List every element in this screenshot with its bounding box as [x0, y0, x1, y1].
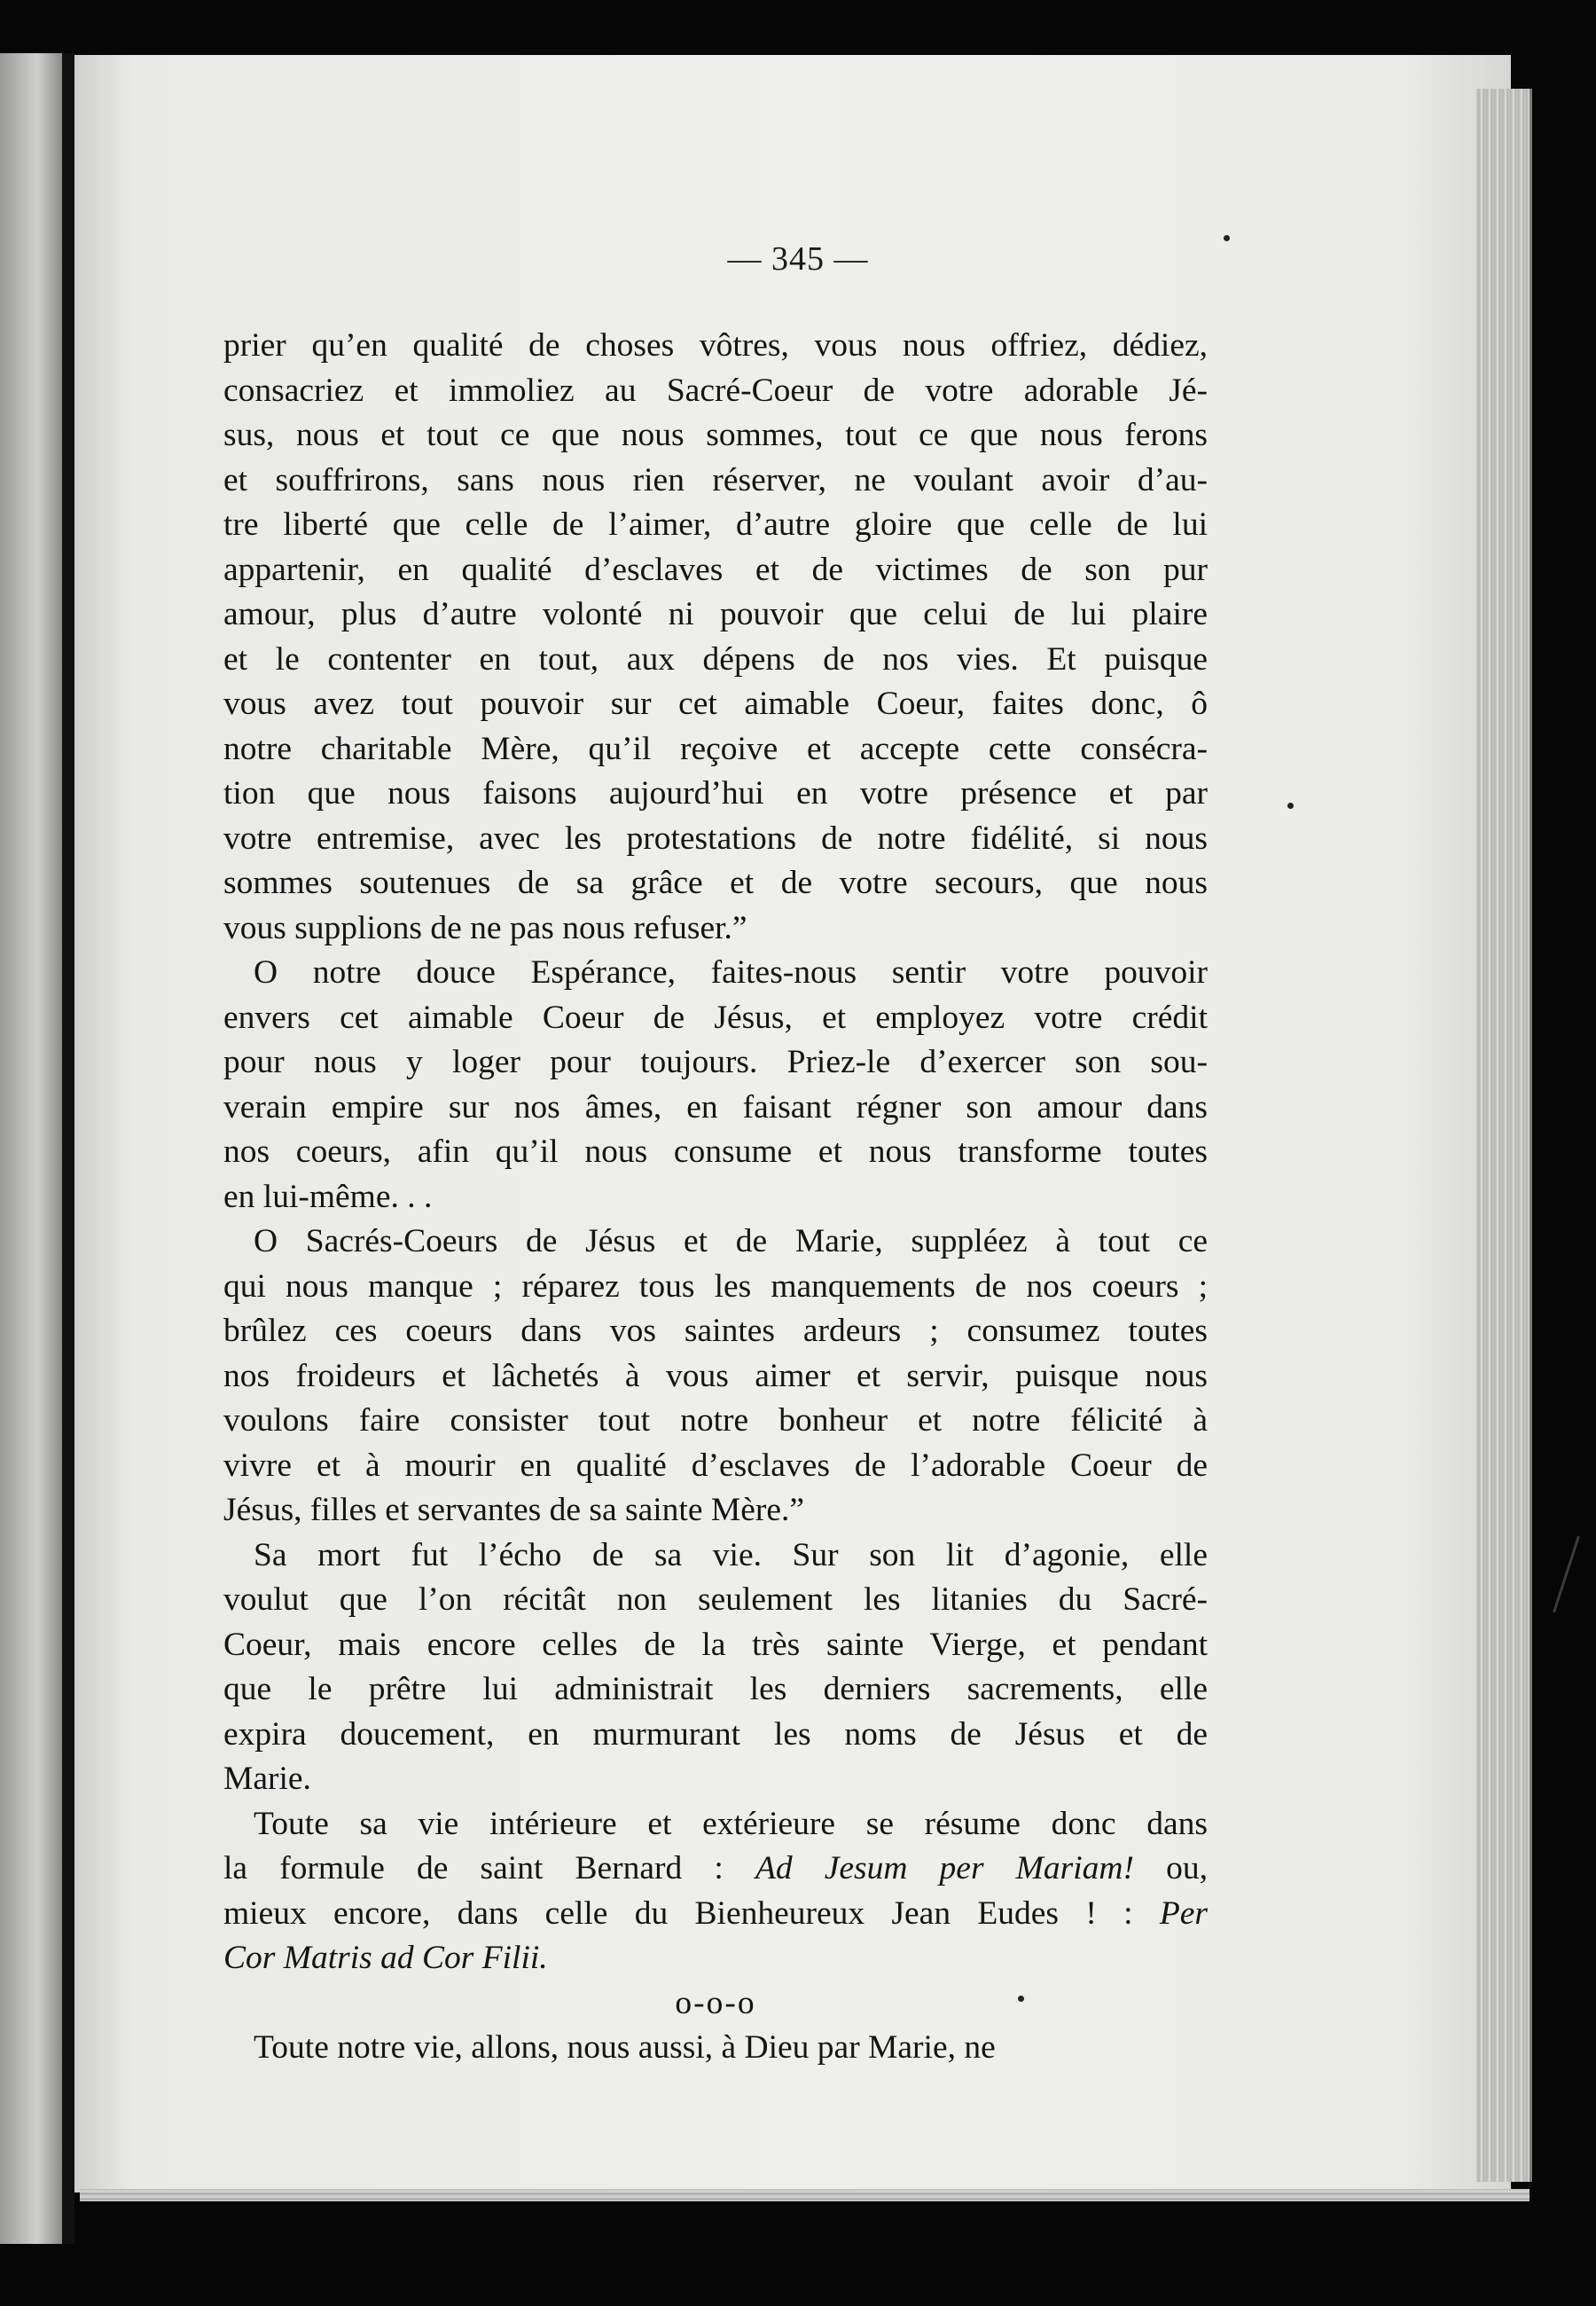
text-line: [223, 1847, 1208, 1892]
text-line: [223, 1892, 1208, 1937]
text-line: prier qu’en qualité de choses vôtres, vous nous offriez, dédiez,: [223, 327, 1208, 364]
paper-speck: [1018, 1996, 1024, 2002]
text-line: amour, plus d’autre volonté ni pouvoir que celui de lui plaire: [223, 596, 1208, 632]
text-line: sommes soutenues de sa grâce et de votre secours, que nous: [223, 865, 1208, 901]
paragraph-formule: [223, 1802, 1208, 1981]
text-line: Sa mort fut l’écho de sa vie. Sur son lit d’agonie, elle: [254, 1536, 1208, 1573]
latin-quote: Per: [1159, 1894, 1209, 1932]
scan-hairline: [1553, 1536, 1580, 1613]
latin-quote: Cor Matris ad Cor Filii.: [223, 1940, 548, 1976]
book-gutter: [62, 53, 74, 2244]
text-line: vivre et à mourir en qualité d’esclaves de l’adorable Coeur de: [223, 1447, 1208, 1484]
section-separator: o-o-o: [675, 1984, 756, 2021]
text-line: envers cet aimable Coeur de Jésus, et employez votre crédit: [223, 999, 1208, 1036]
text-line: O Sacrés-Coeurs de Jésus et de Marie, suppléez à tout ce: [254, 1223, 1208, 1259]
text-line: qui nous manque ; réparez tous les manquements de nos coeurs ;: [223, 1267, 1208, 1305]
paper-speck: [1287, 803, 1294, 809]
text-line: Coeur, mais encore celles de la très sainte Vierge, et pendant: [223, 1626, 1208, 1663]
text-line: Jésus, filles et servantes de sa sainte Mère.”: [223, 1492, 804, 1528]
text-line: appartenir, en qualité d’esclaves et de victimes de son pur: [223, 551, 1208, 588]
text-line: voulons faire consister tout notre bonheur et notre félicité à: [223, 1402, 1208, 1439]
text-line: verain empire sur nos âmes, en faisant régner son amour dans: [223, 1088, 1208, 1126]
paragraph-consecration-prayer: [223, 324, 1208, 951]
paper-speck: [1224, 235, 1230, 241]
text-line: notre charitable Mère, qu’il reçoive et accepte cette consécra-: [223, 730, 1208, 767]
page-stack-bottom: [80, 2189, 1530, 2201]
text-segment: ou,: [1166, 1850, 1208, 1886]
paragraph-sacres-coeurs: [223, 1220, 1208, 1533]
text-segment: la formule de saint Bernard :: [223, 1850, 724, 1886]
latin-quote: Ad Jesum per Mariam!: [755, 1850, 1134, 1886]
text-line: vous supplions de ne pas nous refuser.”: [223, 909, 747, 946]
text-line: votre entremise, avec les protestations de notre fidélité, si nous: [223, 820, 1208, 857]
text-segment: mieux encore, dans celle du Bienheureux Jean Eudes ! :: [223, 1894, 1133, 1932]
text-line: en lui-même. . .: [223, 1178, 433, 1215]
page-number: — 345 —: [727, 240, 869, 278]
text-line: tre liberté que celle de l’aimer, d’autre gloire que celle de lui: [223, 506, 1208, 543]
paragraph-sa-mort: [223, 1533, 1208, 1802]
text-line: tion que nous faisons aujourd’hui en votre présence et par: [223, 775, 1208, 812]
text-line: vous avez tout pouvoir sur cet aimable Coeur, faites donc, ô: [223, 686, 1208, 722]
text-line: et souffrirons, sans nous rien réserver, ne voulant avoir d’au-: [223, 461, 1208, 498]
text-line: Marie.: [223, 1761, 311, 1797]
text-line: sus, nous et tout ce que nous sommes, tout ce que nous ferons: [223, 417, 1208, 453]
text-line: pour nous y loger pour toujours. Priez-le d’exercer son sou-: [223, 1044, 1208, 1080]
text-line: voulut que l’on récitât non seulement les litanies du Sacré-: [223, 1581, 1208, 1618]
text-line: expira doucement, en murmurant les noms de Jésus et de: [223, 1715, 1208, 1753]
text-line: Toute sa vie intérieure et extérieure se résume donc dans: [254, 1805, 1208, 1842]
text-line: consacriez et immoliez au Sacré-Coeur de votre adorable Jé-: [223, 372, 1208, 409]
text-line: nos coeurs, afin qu’il nous consume et nous transforme toutes: [223, 1133, 1208, 1170]
body-text: [223, 324, 1208, 2071]
text-line: O notre douce Espérance, faites-nous sentir votre pouvoir: [254, 954, 1208, 991]
text-line: et le contenter en tout, aux dépens de nos vies. Et puisque: [223, 640, 1208, 678]
text-line: [223, 1936, 1208, 1981]
text-line: brûlez ces coeurs dans vos saintes ardeurs ; consumez toutes: [223, 1313, 1208, 1349]
facing-page-edge: [0, 53, 62, 2244]
text-line: nos froideurs et lâchetés à vous aimer et servir, puisque nous: [223, 1357, 1208, 1394]
page-stack-edge: [1476, 89, 1532, 2182]
paragraph-esperance: [223, 951, 1208, 1220]
text-line: que le prêtre lui administrait les derniers sacrements, elle: [223, 1671, 1208, 1707]
text-line: Toute notre vie, allons, nous aussi, à Dieu par Marie, ne: [254, 2029, 996, 2066]
